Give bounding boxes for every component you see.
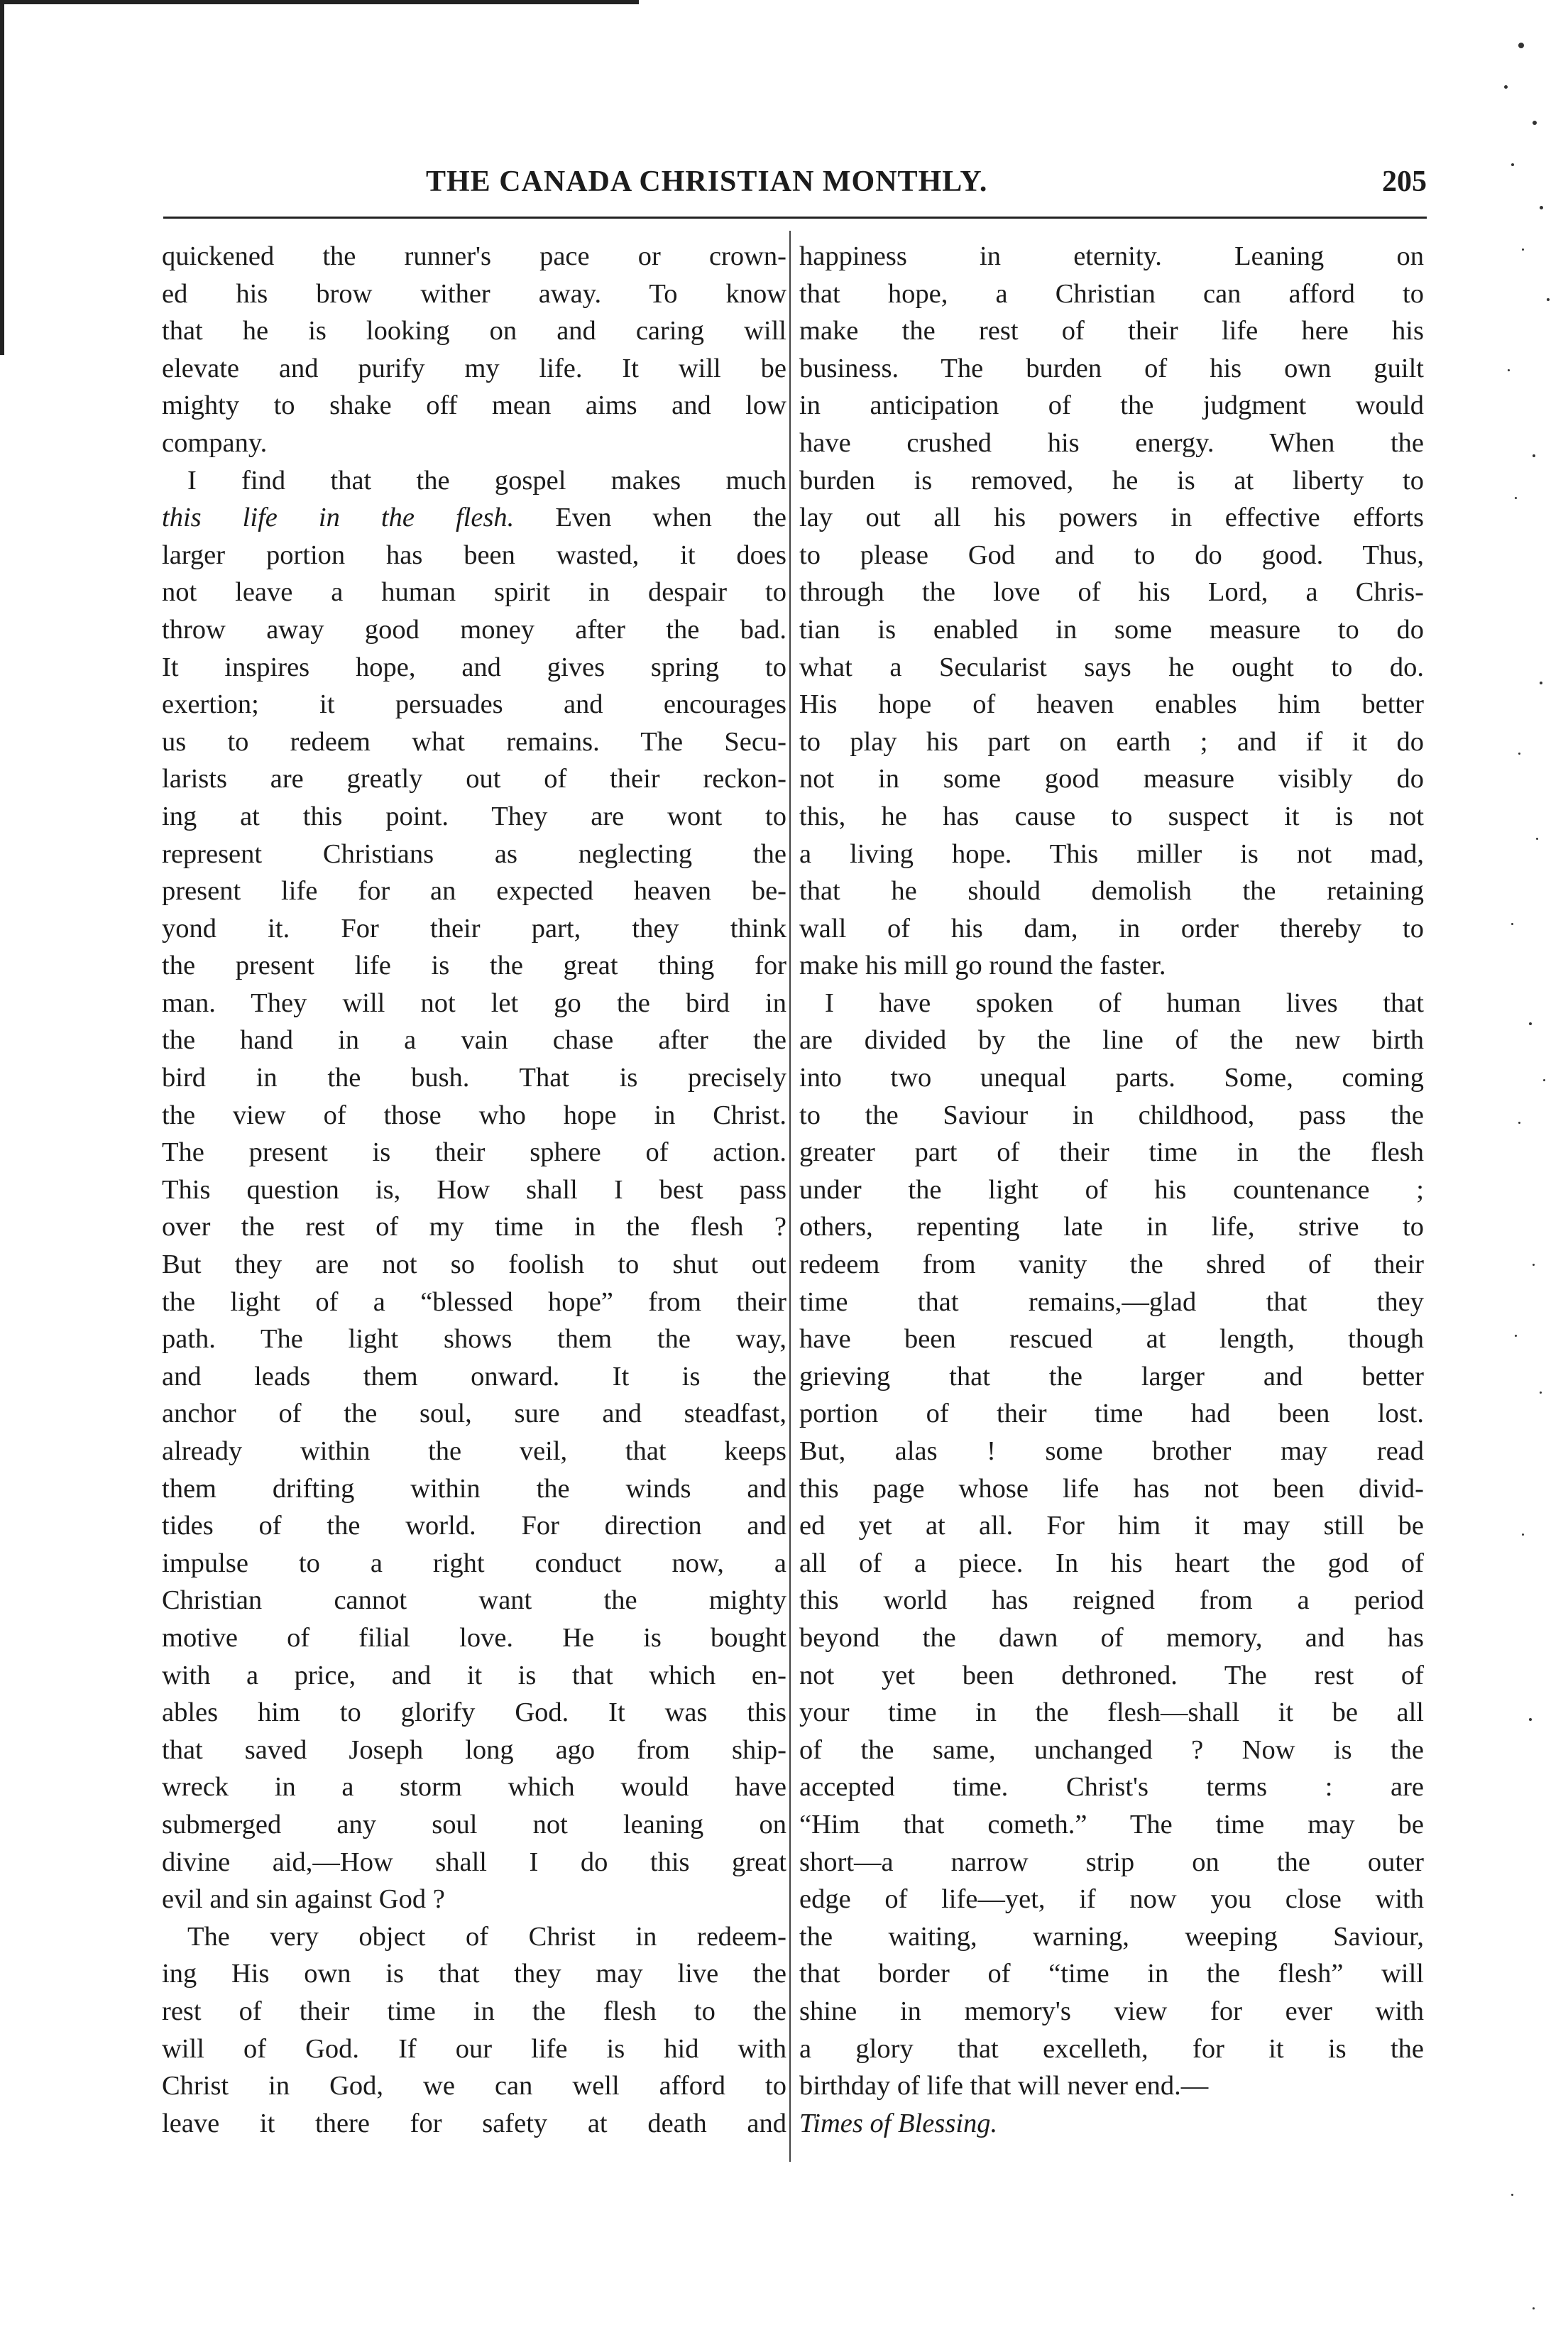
text-line: present life for an expected heaven be- (162, 876, 786, 907)
text-line: ing at this point. They are wont to (162, 801, 786, 831)
text-line: wall of his dam, in order thereby to (799, 913, 1424, 944)
left-column (162, 238, 786, 2142)
text-line: Christ in God, we can well afford to (162, 2071, 786, 2101)
text-line: birthday of life that will never end.— (799, 2071, 1209, 2101)
page-header (163, 165, 1427, 207)
speck (1533, 121, 1537, 125)
text-line: elevate and purify my life. It will be (162, 353, 786, 383)
page-edge-left (0, 0, 4, 355)
text-line: all of a piece. In his heart the god of (799, 1548, 1424, 1578)
text-line: that saved Joseph long ago from ship- (162, 1734, 786, 1765)
text-line: that border of “time in the flesh” will (799, 1959, 1424, 1989)
text-line: of the same, unchanged ? Now is the (799, 1734, 1424, 1765)
text-line: grieving that the larger and better (799, 1361, 1424, 1392)
text-line: burden is removed, he is at liberty to (799, 465, 1424, 496)
text-line: that he should demolish the retaining (799, 876, 1424, 907)
text-line: tides of the world. For direction and (162, 1511, 786, 1541)
speck (1511, 2194, 1513, 2196)
text-line: what a Secularist says he ought to do. (799, 652, 1424, 682)
text-line: larger portion has been wasted, it does (162, 540, 786, 570)
text-line: I have spoken of human lives that (825, 988, 1424, 1018)
speck (1522, 248, 1524, 251)
text-line: under the light of his countenance ; (799, 1174, 1424, 1205)
text-line: The very object of Christ in redeem- (187, 1921, 786, 1952)
text-line: the hand in a vain chase after the (162, 1025, 786, 1056)
text-line: divine aid,—How shall I do this great (162, 1847, 786, 1877)
text-line: the light of a “blessed hope” from their (162, 1286, 786, 1317)
text-line: larists are greatly out of their reckon- (162, 764, 786, 794)
text-line: short—a narrow strip on the outer (799, 1847, 1424, 1877)
text-line: over the rest of my time in the flesh ? (162, 1212, 786, 1242)
text-line: It inspires hope, and gives spring to (162, 652, 786, 682)
margin-specks (1490, 0, 1568, 2340)
speck (1540, 682, 1542, 684)
speck (1518, 753, 1520, 755)
text-line: ing His own is that they may live the (162, 1959, 786, 1989)
text-line: through the love of his Lord, a Chris- (799, 577, 1424, 608)
italic-phrase: this life in the flesh. (162, 503, 515, 533)
text-line: a living hope. This miller is not mad, (799, 838, 1424, 869)
text-line: greater part of their time in the flesh (799, 1137, 1424, 1168)
text-line: I find that the gospel makes much (187, 465, 786, 496)
speck (1508, 369, 1510, 371)
text-line: accepted time. Christ's terms : are (799, 1772, 1424, 1803)
text-line: But, alas ! some brother may read (799, 1436, 1424, 1466)
text-line: lay out all his powers in effective efforts (799, 503, 1424, 533)
text-line: wreck in a storm which would have (162, 1772, 786, 1803)
text-line: not yet been dethroned. The rest of (799, 1660, 1424, 1690)
text-line: throw away good money after the bad. (162, 614, 786, 645)
text-line: into two unequal parts. Some, coming (799, 1063, 1424, 1093)
text-line: exertion; it persuades and encourages (162, 689, 786, 720)
text-line: beyond the dawn of memory, and has (799, 1622, 1424, 1653)
text-line: them drifting within the winds and (162, 1473, 786, 1504)
speck (1529, 1022, 1532, 1025)
text-line: submerged any soul not leaning on (162, 1809, 786, 1839)
speck (1522, 1533, 1524, 1536)
text-line: have crushed his energy. When the (799, 427, 1424, 458)
text-line: to the Saviour in childhood, pass the (799, 1100, 1424, 1130)
text-line: make his mill go round the faster. (799, 951, 1166, 981)
speck (1533, 1264, 1535, 1266)
text-line: ed his brow wither away. To know (162, 278, 786, 309)
speck (1511, 163, 1514, 166)
text-line: Christian cannot want the mighty (162, 1585, 786, 1616)
line-rest: Even when the (514, 503, 786, 533)
text-line: others, repenting late in life, strive to (799, 1212, 1424, 1242)
right-column (799, 238, 1424, 2142)
text-line: the waiting, warning, weeping Saviour, (799, 1921, 1424, 1952)
text-line: leave it there for safety at death and (162, 2108, 786, 2138)
text-line: But they are not so foolish to shut out (162, 1250, 786, 1280)
text-line: that he is looking on and caring will (162, 316, 786, 346)
speck (1529, 1718, 1532, 1721)
text-line: have been rescued at length, though (799, 1324, 1424, 1355)
text-line: that hope, a Christian can afford to (799, 278, 1424, 309)
text-line: will of God. If our life is hid with (162, 2033, 786, 2064)
text-line: yond it. For their part, they think (162, 913, 786, 944)
text-line: a glory that excelleth, for it is the (799, 2033, 1424, 2064)
text-line: this page whose life has not been divid- (799, 1473, 1424, 1504)
text-line: time that remains,—glad that they (799, 1286, 1424, 1317)
text-line: quickened the runner's pace or crown- (162, 241, 786, 271)
text-line: business. The burden of his own guilt (799, 353, 1424, 383)
text-line: your time in the flesh—shall it be all (799, 1697, 1424, 1728)
speck (1540, 206, 1543, 209)
speck (1540, 1392, 1542, 1394)
text-line: us to redeem what remains. The Secu- (162, 726, 786, 757)
text-line: ed yet at all. For him it may still be (799, 1511, 1424, 1541)
text-line: ables him to glorify God. It was this (162, 1697, 786, 1728)
speck (1518, 1122, 1520, 1124)
text-line: this, he has cause to suspect it is not (799, 801, 1424, 831)
text-line: the present life is the great thing for (162, 951, 786, 981)
text-line: with a price, and it is that which en- (162, 1660, 786, 1690)
header-rule (163, 217, 1427, 219)
text-line: rest of their time in the flesh to the (162, 1996, 786, 2026)
speck (1533, 454, 1535, 457)
text-line: His hope of heaven enables him better (799, 689, 1424, 720)
text-line: to please God and to do good. Thus, (799, 540, 1424, 570)
text-line: redeem from vanity the shred of their (799, 1250, 1424, 1280)
text-line: in anticipation of the judgment would (799, 390, 1424, 421)
source-attribution: Times of Blessing. (799, 2108, 998, 2138)
speck (1504, 85, 1508, 89)
speck (1543, 1079, 1545, 1081)
text-line: not in some good measure visibly do (799, 764, 1424, 794)
text-line: company. (162, 427, 268, 458)
speck (1515, 497, 1517, 499)
speck (1536, 838, 1538, 840)
column-divider (789, 231, 791, 2162)
page-edge-top (0, 0, 639, 4)
page-number: 205 (1382, 165, 1427, 198)
text-line: bird in the bush. That is precisely (162, 1063, 786, 1093)
text-line: mighty to shake off mean aims and low (162, 390, 786, 421)
speck (1518, 43, 1524, 48)
text-line: anchor of the soul, sure and steadfast, (162, 1399, 786, 1429)
text-line: and leads them onward. It is the (162, 1361, 786, 1392)
text-line: this world has reigned from a period (799, 1585, 1424, 1616)
text-line: path. The light shows them the way, (162, 1324, 786, 1355)
text-line: happiness in eternity. Leaning on (799, 241, 1424, 271)
text-line: motive of filial love. He is bought (162, 1622, 786, 1653)
text-line: not leave a human spirit in despair to (162, 577, 786, 608)
text-line: portion of their time had been lost. (799, 1399, 1424, 1429)
text-line: “Him that cometh.” The time may be (799, 1809, 1424, 1839)
text-line: already within the veil, that keeps (162, 1436, 786, 1466)
speck (1515, 1335, 1517, 1337)
speck (1511, 923, 1513, 925)
text-line: evil and sin against God ? (162, 1884, 445, 1915)
text-line: the view of those who hope in Christ. (162, 1100, 786, 1130)
text-line (162, 499, 786, 537)
text-line: edge of life—yet, if now you close with (799, 1884, 1424, 1915)
text-line: The present is their sphere of action. (162, 1137, 786, 1168)
speck (1533, 2307, 1535, 2309)
text-line: This question is, How shall I best pass (162, 1174, 786, 1205)
text-line: make the rest of their life here his (799, 316, 1424, 346)
text-line: are divided by the line of the new birth (799, 1025, 1424, 1056)
text-line: impulse to a right conduct now, a (162, 1548, 786, 1578)
text-line: represent Christians as neglecting the (162, 838, 786, 869)
text-line: shine in memory's view for ever with (799, 1996, 1424, 2026)
text-line: to play his part on earth ; and if it do (799, 726, 1424, 757)
running-head: THE CANADA CHRISTIAN MONTHLY. (426, 165, 988, 198)
speck (1547, 298, 1550, 301)
text-line: man. They will not let go the bird in (162, 988, 786, 1018)
text-line: tian is enabled in some measure to do (799, 614, 1424, 645)
